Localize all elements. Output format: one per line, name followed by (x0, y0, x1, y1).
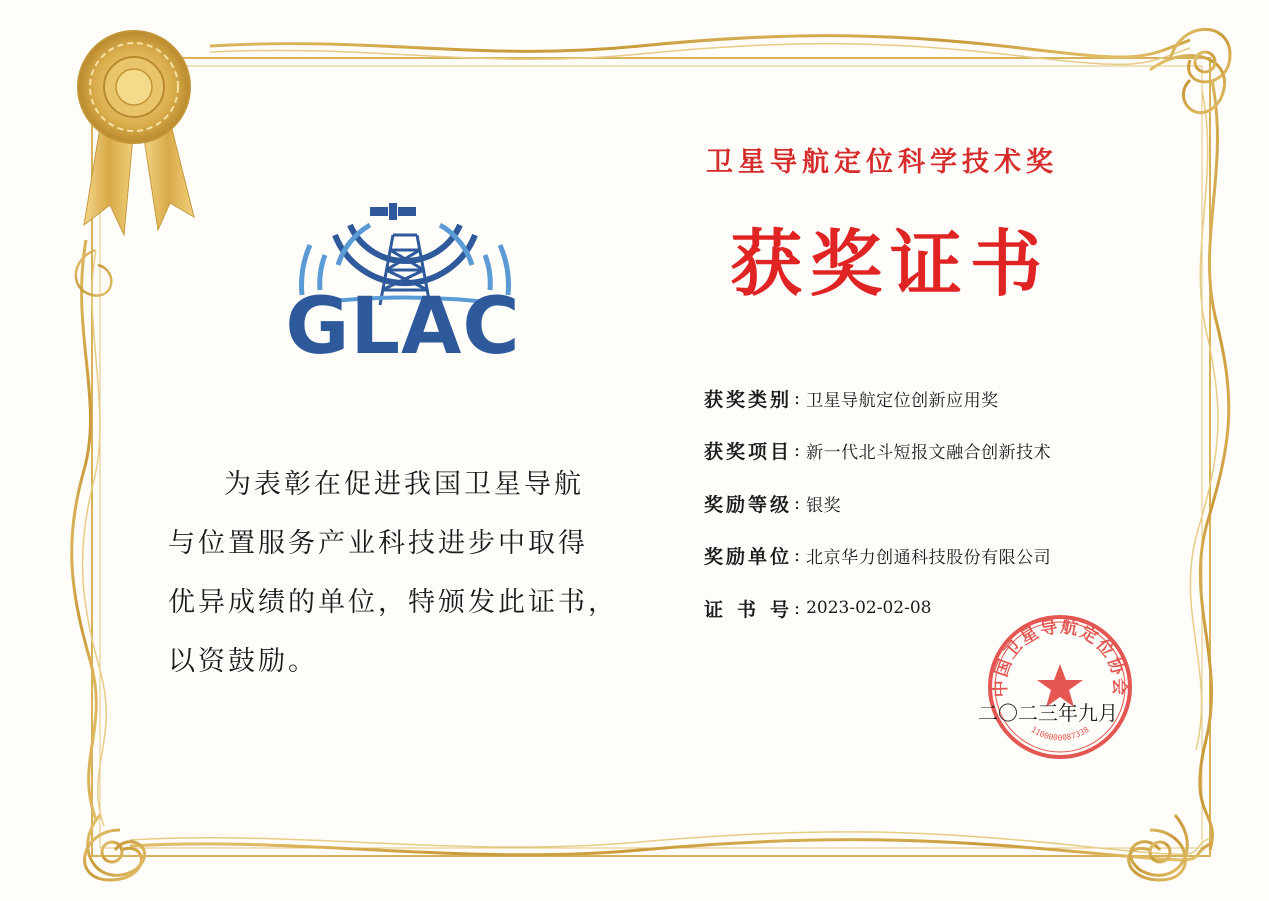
red-official-stamp-icon (985, 612, 1135, 762)
info-row-category (704, 372, 1164, 425)
field-label: 证书号 (704, 598, 790, 621)
field-value: 卫星导航定位创新应用奖 (806, 390, 999, 411)
award-info-list (704, 372, 1164, 635)
info-row-project (704, 425, 1164, 478)
svg-text:1100000087338: 1100000087338 (1029, 724, 1091, 743)
award-name: 卫星导航定位科学技术奖 (706, 147, 1058, 178)
svg-text:中国卫星导航定位协会: 中国卫星导航定位协会 (990, 617, 1130, 698)
field-value: 2023-02-02-08 (806, 598, 932, 619)
issue-date: 二〇二三年九月 (978, 701, 1118, 725)
citation-line: 以资鼓励。 (168, 646, 318, 677)
certificate-title: 获奖证书 (730, 221, 1051, 306)
field-label: 奖励单位 (704, 546, 790, 569)
gold-rosette-seal-icon (72, 25, 202, 245)
field-separator: : (794, 545, 801, 567)
field-label: 获奖类别 (704, 388, 790, 411)
citation-paragraph (168, 455, 618, 691)
info-row-organization (704, 530, 1164, 583)
field-label: 奖励等级 (704, 493, 790, 516)
logo-text: GLAC (285, 282, 521, 372)
field-value: 银奖 (806, 495, 842, 516)
field-value: 北京华力创通科技股份有限公司 (806, 548, 1052, 569)
citation-line: 与位置服务产业科技进步中取得 (168, 528, 588, 559)
field-separator: : (794, 387, 801, 409)
field-separator: : (794, 597, 801, 619)
citation-line: 为表彰在促进我国卫星导航 (224, 469, 584, 500)
field-separator: : (794, 440, 801, 462)
field-separator: : (794, 492, 801, 514)
info-row-level (704, 477, 1164, 530)
field-value: 新一代北斗短报文融合创新技术 (806, 443, 1052, 464)
citation-line: 优异成绩的单位，特颁发此证书， (168, 587, 618, 618)
field-label: 获奖项目 (704, 441, 790, 464)
